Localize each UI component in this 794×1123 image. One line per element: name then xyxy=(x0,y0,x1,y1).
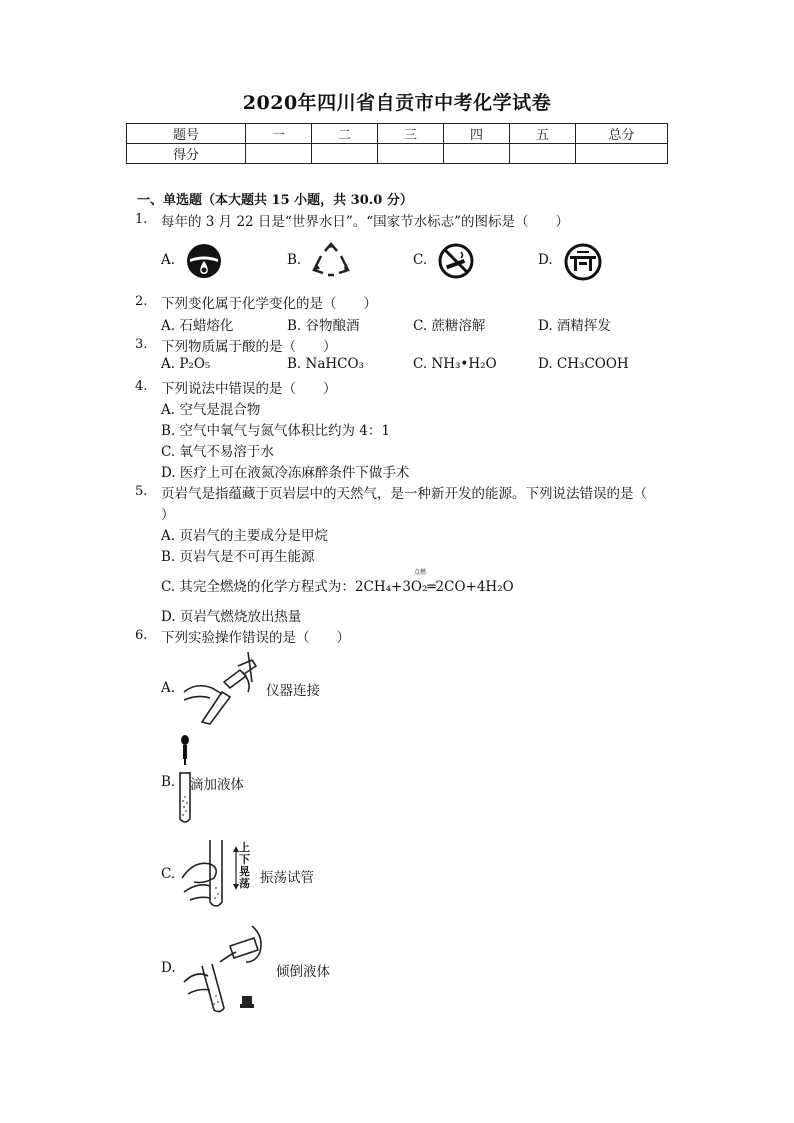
instrument-connection-illustration xyxy=(182,652,262,724)
option-d[interactable]: D. 酒精挥发 xyxy=(538,318,611,334)
option-a[interactable]: A. 空气是混合物 xyxy=(161,402,261,418)
option-label[interactable]: A. xyxy=(161,252,176,268)
score-cell: 三 xyxy=(378,124,444,144)
option-b[interactable]: B. 空气中氧气与氮气体积比约为 4：1 xyxy=(161,423,390,439)
option-c[interactable]: C. 氧气不易溶于水 xyxy=(161,444,274,460)
question-text: 下列实验操作错误的是（ ） xyxy=(161,630,350,646)
score-input-cell[interactable] xyxy=(444,144,510,164)
score-input-cell[interactable] xyxy=(576,144,668,164)
no-smoking-icon xyxy=(437,242,475,280)
shake-direction-text: 上下晃荡 xyxy=(239,841,250,890)
question-number: 5. xyxy=(135,484,148,499)
score-cell: 一 xyxy=(246,124,312,144)
section-heading: 一、单选题（本大题共 15 小题，共 30.0 分） xyxy=(137,193,413,208)
option-c[interactable]: C. 蔗糖溶解 xyxy=(413,318,486,334)
illustration-caption: 振荡试管 xyxy=(260,870,314,886)
score-cell: 总分 xyxy=(576,124,668,144)
score-input-cell[interactable] xyxy=(312,144,378,164)
score-cell: 得分 xyxy=(127,144,246,164)
score-cell: 二 xyxy=(312,124,378,144)
option-d[interactable]: D. CH₃COOH xyxy=(538,356,629,372)
option-b[interactable]: B. 页岩气是不可再生能源 xyxy=(161,549,315,565)
illustration-caption: 仪器连接 xyxy=(266,683,320,699)
score-table-score-row xyxy=(127,144,668,164)
question-text-continued: ） xyxy=(161,507,175,523)
question-text: 下列物质属于酸的是（ ） xyxy=(161,339,337,355)
question-number: 3. xyxy=(135,337,148,352)
question-number: 6. xyxy=(135,628,148,643)
score-input-cell[interactable] xyxy=(510,144,576,164)
water-saving-icon xyxy=(185,242,223,280)
option-b[interactable]: B. 谷物酿酒 xyxy=(287,318,360,334)
score-cell: 五 xyxy=(510,124,576,144)
question-text: 下列说法中错误的是（ ） xyxy=(161,381,337,397)
score-input-cell[interactable] xyxy=(246,144,312,164)
exam-title: 2020年四川省自贡市中考化学试卷 xyxy=(242,92,552,114)
question-text: 页岩气是指蕴藏于页岩层中的天然气，是一种新开发的能源。下列说法错误的是（ xyxy=(161,486,647,502)
option-b[interactable]: B. NaHCO₃ xyxy=(287,356,364,372)
pouring-liquid-illustration xyxy=(180,922,270,1014)
recycle-icon xyxy=(311,242,351,278)
option-a[interactable]: A. 石蜡熔化 xyxy=(161,318,234,334)
option-c[interactable]: C. 其完全燃烧的化学方程式为：2CH₄+3O₂═2CO+4H₂O xyxy=(161,579,514,595)
reaction-condition: 点燃 xyxy=(414,569,427,576)
option-d[interactable]: D. 页岩气燃烧放出热量 xyxy=(161,609,302,625)
question-text: 每年的 3 月 22 日是“世界水日”。“国家节水标志”的图标是（ ） xyxy=(161,214,570,230)
option-label[interactable]: D. xyxy=(538,252,553,268)
option-label[interactable]: D. xyxy=(161,960,176,976)
score-cell: 题号 xyxy=(127,124,246,144)
illustration-caption: 倾倒液体 xyxy=(276,964,330,980)
option-a[interactable]: A. 页岩气的主要成分是甲烷 xyxy=(161,528,328,544)
option-label[interactable]: B. xyxy=(287,252,302,268)
option-a[interactable]: A. P₂O₅ xyxy=(161,356,211,372)
question-number: 4. xyxy=(135,379,148,394)
option-label[interactable]: C. xyxy=(161,866,176,882)
question-number: 2. xyxy=(135,294,148,309)
question-number: 1. xyxy=(135,212,148,227)
illustration-caption: 滴加液体 xyxy=(190,777,244,793)
question-text: 下列变化属于化学变化的是（ ） xyxy=(161,296,377,312)
option-label[interactable]: A. xyxy=(161,680,176,696)
option-label[interactable]: C. xyxy=(413,252,428,268)
score-table-header-row xyxy=(127,124,668,144)
option-label[interactable]: B. xyxy=(161,774,176,790)
option-d[interactable]: D. 医疗上可在液氮冷冻麻醉条件下做手术 xyxy=(161,465,410,481)
score-table xyxy=(126,123,668,164)
option-c[interactable]: C. NH₃•H₂O xyxy=(413,356,497,372)
score-cell: 四 xyxy=(444,124,510,144)
hazard-icon xyxy=(563,242,603,282)
score-input-cell[interactable] xyxy=(378,144,444,164)
